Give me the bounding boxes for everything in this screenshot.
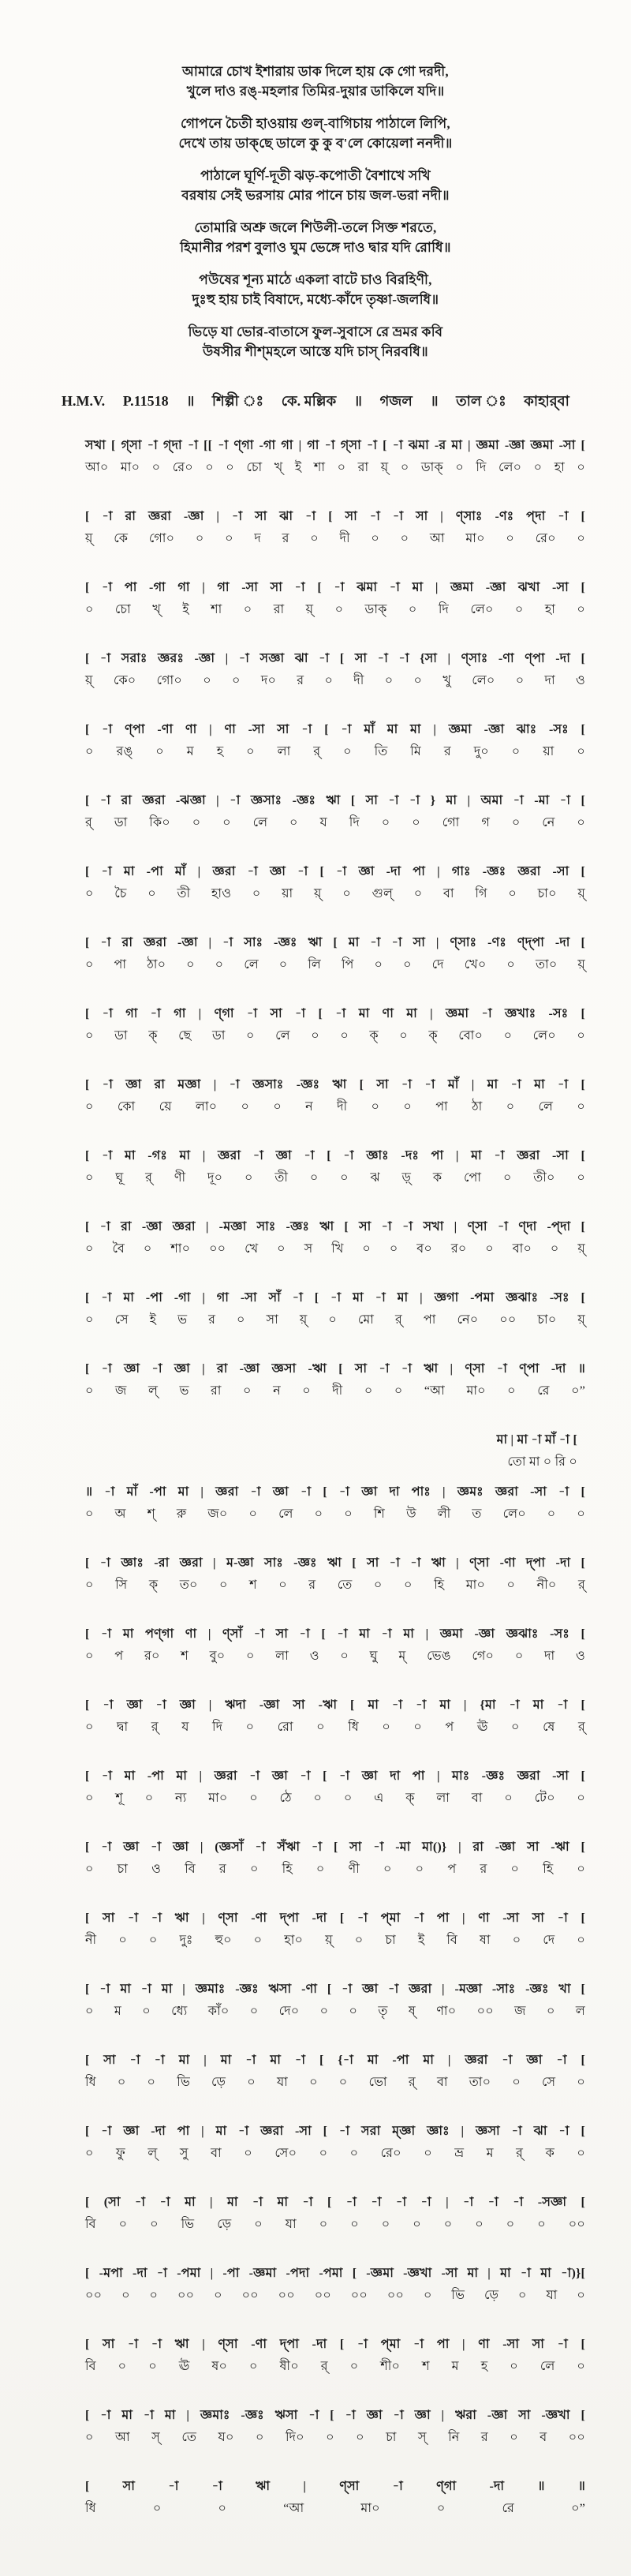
lyric-line: গোপনে চৈতী হাওয়ায় গুল্‌-বাগিচায় পাঠালে লিপি, — [181, 116, 450, 131]
word-row: ধি ০ ০ ভি ড়ে ০ যা ০ ০ ভো র্ বা তা০ ০ সে ০ — [85, 2076, 585, 2089]
word-row: ০ চৈ ০ তী হাও ০ য়া য়্ ০ গুল্ ০ বা গি ০ চা০ য়্ — [85, 887, 585, 900]
word-row: র্ ডা কি০ ০ ০ লে ০ য দি ০ ০ গো গ ০ নে ০ — [85, 816, 585, 829]
notation-line — [85, 790, 585, 834]
sur-row: [ -া জ্ঞা -দা পা | মা -া জ্ঞরা -সা [ -া সরা ম্‌জ্ঞা জ্ঞাঃ | জ্ঞসা -া ঝা -া [ — [85, 2125, 585, 2138]
sur-row: [ -া মা -া মা | জ্ঞমাঃ -জ্ঞঃ ঋসা -া [ -া জ্ঞা -া জ্ঞা | ঋরা -জ্ঞা সা -জ্ঞখা [ — [85, 2409, 585, 2422]
notation-line — [85, 719, 585, 763]
word-row: ০ সে ই ভ র ০ সা য়্ ০ মো র্ পা নে০ ০০ চা০ য়্ — [85, 1313, 585, 1327]
word-row: ০ পা ঠা০ ০ ০ লে ০ লি পি ০ ০ দে খে০ ০ তা০ য়্ — [85, 958, 585, 972]
word-row: ০ বৈ ০ শা০ ০০ খে ০ স খি ০ ০ ব০ র০ ০ বা০ ০ য়্ — [85, 1242, 585, 1256]
notation-line — [85, 1287, 585, 1331]
notation-line — [85, 2050, 585, 2094]
notation-line — [85, 1623, 585, 1668]
sur-row: [ -া মা -গঃ মা | জ্ঞরা -া জ্ঞা -া [ -া জ্ঞাঃ -দঃ পা | মা -া জ্ঞরা -সা [ — [85, 1149, 585, 1163]
notation-line — [85, 1358, 585, 1402]
song-lyrics-block — [0, 0, 631, 361]
word-row: ০ ম ০ ধ্যে কাঁ০ ০ দে০ ০ ০ তৃ ষ্ ণা০ ০০ জ ০ ল — [85, 2005, 585, 2018]
notation-line — [85, 1216, 585, 1260]
word-row: বি ০ ০ ভি ড়ে ০ যা ০ ০ ০ ০ ০ ০ ০ ০ ০০ — [85, 2218, 585, 2231]
word-row: ০ ডা ক্ ছে ডা ০ লে ০ ০ ক্ ০ ক্ বো০ ০ লে০ ০ — [85, 1029, 585, 1043]
notation-line — [85, 1429, 585, 1473]
word-row: ০০ ০ ০ ০০ ০ ০০ ০০ ০০ ০০ ০০ ০ ভি ড়ে ০ যা ০ — [85, 2289, 585, 2302]
lyric-line: খুলে দাও রঙ্‌-মহলার তিমির-দুয়ার ডাকিলে যদি॥ — [186, 84, 445, 99]
notation-line — [85, 2192, 585, 2236]
sur-row: [ -া জ্ঞা -া জ্ঞা | ঋদা -জ্ঞা সা -ঋা [ মা -া -া মা | {মা -া মা -া [ — [85, 1698, 585, 1712]
lyric-line: তোমারি অশ্রু জলে শিউলী-তলে সিক্ত শরতে, — [194, 220, 437, 235]
sur-row: [ -মপা -দা -া -পমা | -পা -জ্ঞমা -পদা -পমা [ -জ্ঞমা -জ্ঞখা -সা মা | মা -া মা -া)}[ — [85, 2267, 585, 2280]
lyric-line: হিমানীর পরশ বুলাও ঘুম ভেঙ্গে দাও দ্বার যদি রোধি॥ — [180, 240, 451, 255]
sur-row: [ -া মা -া মা | জ্ঞমাঃ -জ্ঞঃ ঋসা -ণা [ -া জ্ঞা -া জ্ঞরা | -মজ্ঞা -সাঃ -জ্ঞঃ খা [ — [85, 1983, 585, 1996]
sur-row: [ সা -া -া ঋা | ণ্‌সা -া ণ্‌গা -দা ॥ ॥ — [85, 2480, 585, 2493]
artist-label: শিল্পী ঃ — [211, 393, 264, 409]
notation-line — [85, 2476, 585, 2520]
word-row: ০ দ্বা র্ য দি ০ রো ০ ধি ০ ০ প ঊ ০ ষে র্ — [85, 1720, 585, 1734]
word-row: নী ০ ০ দুঃ হু০ ০ হা০ য়্ ০ চা ই বি ষা ০ দে ০ — [85, 1934, 585, 1947]
word-row: বি ০ ০ ঊ ষ০ ০ ষী০ র্ ০ শী০ শ ম হ ০ লে ০ — [85, 2360, 585, 2373]
word-row: ০ কো য়ে লা০ ০ ০ ন দী ০ ০ পা ঠা ০ লে ০ — [85, 1100, 585, 1114]
sur-row: [ -া জ্ঞা -া জ্ঞা | (জ্ঞসাঁ -া সঁঋা -া [ সা -া -মা মা()} | রা -জ্ঞা সা -ঋা [ — [85, 1840, 585, 1854]
lyrics-stanza — [0, 114, 631, 153]
word-row: ধি ০ ০ “আ মা০ ০ রে ০” — [85, 2502, 585, 2515]
word-row: ০ সি ক্ ত০ ০ শ ০ র তে ০ ০ হি মা০ ০ নী০ র্ — [85, 1578, 585, 1592]
notation-line — [85, 1145, 585, 1189]
sur-row: [ সা -া -া ঋা | ণ্‌সা -ণা দ্‌পা -দা [ -া প্‌মা -া পা | ণা -সা সা -া [ — [85, 1911, 585, 1925]
record-catalog-number: P.11518 — [122, 393, 169, 409]
notation-line — [85, 861, 585, 905]
genre-name: গজল — [379, 393, 413, 409]
notation-line — [85, 1908, 585, 1952]
taal-name: কাহার্‌বা — [524, 393, 569, 409]
sur-row: [ (সা -া -া মা | মা -া মা -া [ -া -া -া -া | -া -া -া -সজ্ঞা [ — [85, 2196, 585, 2209]
notation-line — [85, 1837, 585, 1881]
sur-row: [ -া মা -পা মা | জ্ঞরা -া জ্ঞা -া [ -া জ্ঞা দা পা | মাঃ -জ্ঞঃ জ্ঞরা -সা [ — [85, 1769, 585, 1783]
sur-row: [ -া জ্ঞা -া জ্ঞা | রা -জ্ঞা জ্ঞসা -ঋা [ সা -া -া ঋা | ণ্‌সা -া ণ্‌পা -দা ॥ — [85, 1362, 585, 1376]
separator-mark: ॥ — [430, 393, 439, 409]
notation-line — [85, 506, 585, 550]
lyrics-stanza — [0, 62, 631, 101]
sur-row: [ -া ণ্‌পা -ণা ণা | ণা -সা সা -া [ -া মাঁ মা মা | জ্ঞমা -জ্ঞা ঝাঃ -সঃ [ — [85, 723, 585, 736]
lyric-line: দুঃহু হায় চাই বিষাদে, মধ্যে-কাঁদে তৃষ্ণা-জলধি॥ — [192, 292, 439, 307]
sur-row: [ -া সরাঃ জ্ঞরঃ -জ্ঞা | -া সজ্ঞা ঝা -া [ সা -া -া {সা | ণ্‌সাঃ -ণা ণ্‌পা -দা [ — [85, 652, 585, 665]
notation-line — [85, 1552, 585, 1597]
word-row: য়্ কে০ গো০ ০ ০ দ০ র ০ দী ০ ০ খু লে০ ০ দা ও — [85, 674, 585, 687]
sur-row: মা | মা -া মাঁ -া [ — [496, 1433, 577, 1447]
sur-row: [ -া মা -পা মাঁ | জ্ঞরা -া জ্ঞা -া [ -া জ্ঞা -দা পা | গাঃ -জ্ঞঃ জ্ঞরা -সা [ — [85, 865, 585, 878]
notation-line — [85, 1074, 585, 1118]
notation-line — [85, 577, 585, 621]
swaralipi-notation-block — [0, 435, 631, 2520]
word-row: ০ রঙ্ ০ ম হ ০ লা র্ ০ তি মি র দু০ ০ য়া ০ — [85, 745, 585, 758]
word-row: ০ আ স্ তে য০ ০ দি০ ০ ০ চা স্ নি র ০ ব ০০ — [85, 2431, 585, 2444]
sur-row: [ -া রা জ্ঞরা -ঝজ্ঞা | -া জ্ঞসাঃ -জ্ঞঃ ঋা [ সা -া -া } মা | অমা -া -মা -া [ — [85, 794, 585, 807]
lyric-line: আমারে চোখ ইশারায় ডাক দিলে হায় কে গো দরদী, — [182, 64, 449, 79]
notation-line — [85, 2405, 585, 2449]
sur-row: [ -া রা জ্ঞরা -জ্ঞা | -া সা ঝা -া [ সা -া -া সা | ণ্‌সাঃ -ণঃ প্‌দা -া [ — [85, 510, 585, 523]
sur-row: সখা [ গ্‌সা -া গ্‌দা -া [[ -া ণ্‌গা -গা গা | গা -া গ্‌সা -া [ -া ঝমা -র মা | জ্ঞমা -জ্ঞা জ্ঞমা -সা [ — [85, 439, 585, 452]
lyrics-stanza — [0, 322, 631, 361]
artist-name: কে. মল্লিক — [281, 393, 337, 409]
sur-row: [ -া মা পণ্‌গা ণা | ণ্‌সাঁ -া সা -া [ -া মা -া মা | জ্ঞমা -জ্ঞা জ্ঞঝাঃ -সঃ [ — [85, 1627, 585, 1641]
word-row: ০ প র০ শ বু০ ০ লা ও ০ ঘু ম্ ভেঙ গে০ ০ দা ও — [85, 1649, 585, 1663]
notation-line — [85, 1003, 585, 1047]
sur-row: [ -া পা -গা গা | গা -সা সা -া [ -া ঝমা -া মা | জ্ঞমা -জ্ঞা ঝখা -সা [ — [85, 581, 585, 594]
lyrics-stanza — [0, 166, 631, 205]
separator-mark: ॥ — [353, 393, 362, 409]
notation-line — [85, 1979, 585, 2023]
notation-line — [85, 1481, 585, 1526]
sur-row: [ -া রা -জ্ঞা জ্ঞরা | -মজ্ঞা সাঃ -জ্ঞঃ ঋা [ সা -া -া সখা | ণ্‌সা -া ণ্‌দা -প্‌দা [ — [85, 1220, 585, 1234]
lyric-line: দেখে তায় ডাক্‌ছে ডালে কু কু ব'লে কোয়েলা ননদী॥ — [178, 136, 453, 151]
record-header — [0, 390, 631, 414]
lyric-line: পউষের শূন্য মাঠে একলা বাটে চাও বিরহিণী, — [199, 272, 432, 287]
word-row: য়্ কে গো০ ০ ০ দ র ০ দী ০ ০ আ মা০ ০ রে০ ০ — [85, 532, 585, 545]
lyrics-stanza — [0, 218, 631, 257]
lyric-line: পাঠালে ঘূর্ণি-দূতী ঝড়-কপোতী বৈশাখে সখি — [200, 168, 431, 183]
lyric-line: বরষায় সেই ভরসায় মোর পানে চায় জল-ভরা নদী॥ — [181, 188, 450, 203]
sur-row: [ সা -া -া মা | মা -া মা -া [ {-া মা -পা মা | জ্ঞরা -া জ্ঞা -া [ — [85, 2054, 585, 2067]
notation-line — [85, 932, 585, 976]
sur-row: ॥ -া মাঁ -পা মা | জ্ঞরা -া জ্ঞা -া [ -া জ্ঞা দা পাঃ | জ্ঞমঃ জ্ঞরা -সা -া [ — [85, 1485, 585, 1499]
notation-line — [85, 648, 585, 692]
sur-row: [ -া গা -া গা | ণ্‌গা -া সা -া [ -া মা ণা মা | জ্ঞমা -া জ্ঞখাঃ -সঃ [ — [85, 1007, 585, 1020]
word-row: ০ চো খ্ ই শা ০ রা য়্ ০ ডাক্ ০ দি লে০ ০ হা ০ — [85, 603, 585, 616]
sur-row: [ -া মা -পা -গা | গা -সা সাঁ -া [ -া মা -া মা | জ্ঞগা -পমা জ্ঞঝাঃ -সঃ [ — [85, 1291, 585, 1305]
notation-line — [85, 1765, 585, 1810]
sur-row: [ -া জ্ঞাঃ -রা জ্ঞরা | ম-জ্ঞা সাঃ -জ্ঞঃ ঋা [ সা -া -া ঋা | ণ্‌সা -ণা দ্‌পা -দা [ — [85, 1556, 585, 1570]
notation-line — [85, 1694, 585, 1739]
notation-line — [85, 2121, 585, 2165]
word-row: ০ শূ ০ ন্য মা০ ০ ঠে ০ ০ এ ক্ লা বা ০ টে০ ০ — [85, 1792, 585, 1805]
sur-row: [ -া রা জ্ঞরা -জ্ঞা | -া সাঃ -জ্ঞঃ ঋা [ মা -া -া সা | ণ্‌সাঃ -ণঃ ণ্‌দ্‌পা -দা [ — [85, 936, 585, 949]
notation-line — [85, 2334, 585, 2378]
word-row: ০ ঘূ র্ ণী দূ০ ০ তী ০ ০ ঝ ড়্ ক পো ০ তী০ ০ — [85, 1171, 585, 1185]
record-company: H.M.V. — [62, 393, 106, 409]
word-row: ০ ফু ল্ সু বা ০ সে০ ০ ০ রে০ ০ ভ্র ম র্ ক ০ — [85, 2147, 585, 2160]
sur-row: [ সা -া -া ঋা | ণ্‌সা -ণা দ্‌পা -দা [ -া প্‌মা -া পা | ণা -সা সা -া [ — [85, 2338, 585, 2351]
word-row: আ০ মা০ ০ রে০ ০ ০ চো খ্ ই শা ০ রা য়্ ০ ডাক্ ০ দি লে০ ০ হা ০ — [85, 461, 585, 474]
taal-label: তাল ঃ — [456, 393, 506, 409]
lyric-line: ভিড়ে যা ভোর-বাতাসে ফুল-সুবাসে রে ভ্রমর কবি — [188, 324, 443, 339]
notation-line — [85, 2263, 585, 2307]
word-row: ০ চা ও বি র ০ হি ০ ণী ০ ০ প র ০ হি ০ — [85, 1863, 585, 1876]
notation-line — [85, 435, 585, 479]
lyrics-stanza — [0, 270, 631, 309]
word-row: তো মা ০ রি ০ — [507, 1455, 577, 1469]
sur-row: [ -া জ্ঞা রা মজ্ঞা | -া জ্ঞসাঃ -জ্ঞঃ ঋা [ সা -া -া মাঁ | মা -া মা -া [ — [85, 1078, 585, 1091]
lyric-line: উষসীর শীশ্‌মহলে আস্তে যদি চাস্ নিরবধি॥ — [203, 344, 428, 359]
word-row: ০ অ শ্ রু জ০ ০ লে ০ ০ শি উ লী ত লে০ ০ ০ — [85, 1507, 585, 1521]
separator-mark: ॥ — [186, 393, 195, 409]
word-row: ০ জ ল্ ভ রা ০ ন ০ দী ০ ০ “আ মা০ ০ রে ০” — [85, 1384, 585, 1398]
